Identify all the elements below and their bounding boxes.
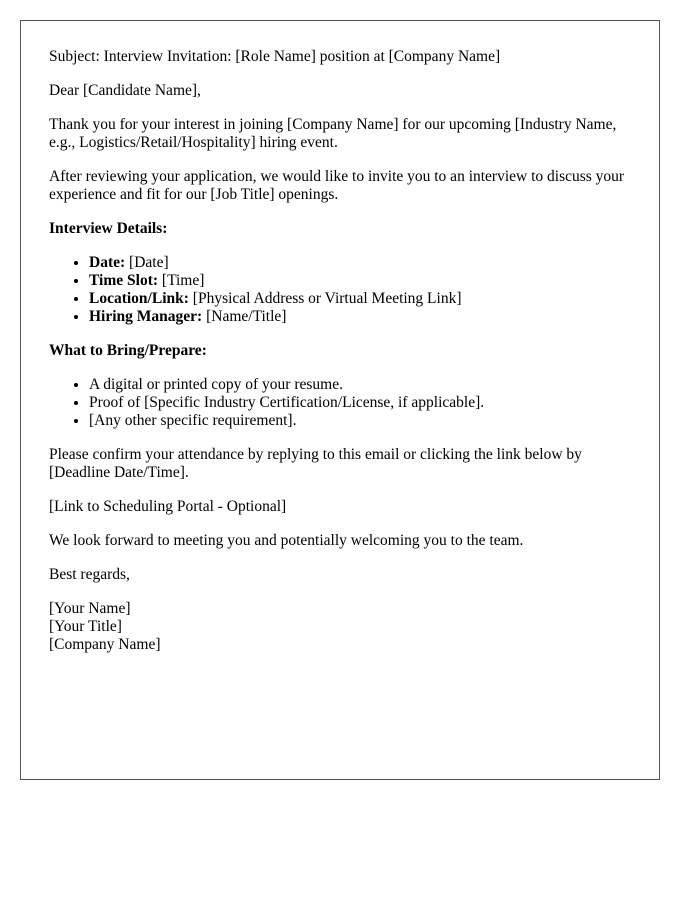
signature-company: [Company Name]	[49, 636, 161, 653]
detail-item-hiring-manager	[89, 308, 631, 326]
interview-details-heading: Interview Details:	[49, 220, 168, 237]
list-item: • [Any other specific requirement].	[89, 412, 631, 430]
signature-block	[49, 600, 631, 654]
detail-value: [Date]	[125, 254, 169, 271]
detail-item-date	[89, 254, 631, 272]
signature-name: [Your Name]	[49, 600, 131, 617]
signature-title: [Your Title]	[49, 618, 122, 635]
closing-paragraph: We look forward to meeting you and potentially welcoming you to the team.	[49, 532, 524, 549]
prepare-heading: What to Bring/Prepare:	[49, 342, 207, 359]
detail-value: [Name/Title]	[202, 308, 287, 325]
detail-label: Location/Link:	[89, 290, 189, 307]
signoff: Best regards,	[49, 566, 130, 583]
detail-value: [Time]	[158, 272, 205, 289]
detail-item-location	[89, 290, 631, 308]
list-item: • Proof of [Specific Industry Certification/License, if applicable].	[89, 394, 631, 412]
prepare-list	[49, 376, 631, 430]
list-item: • A digital or printed copy of your resume.	[89, 376, 631, 394]
email-document	[20, 20, 660, 780]
interview-details-list	[49, 254, 631, 326]
invite-paragraph: After reviewing your application, we would like to invite you to an interview to discuss your experience and fit for our [Job Title] openings.	[49, 168, 625, 203]
intro-paragraph: Thank you for your interest in joining [Company Name] for our upcoming [Industry Name, e.g., Logistics/Retail/Hospitality] hiring event.	[49, 116, 617, 151]
scheduling-link[interactable]: [Link to Scheduling Portal - Optional]	[49, 498, 287, 515]
detail-value: [Physical Address or Virtual Meeting Link]	[188, 290, 462, 307]
confirm-paragraph: Please confirm your attendance by replying to this email or clicking the link below by [Deadline Date/Time].	[49, 446, 582, 481]
detail-label: Hiring Manager:	[89, 308, 203, 325]
detail-item-time-slot	[89, 272, 631, 290]
email-greeting: Dear [Candidate Name],	[49, 82, 201, 99]
email-subject: Subject: Interview Invitation: [Role Name] position at [Company Name]	[49, 48, 501, 65]
detail-label: Date:	[89, 254, 126, 271]
detail-label: Time Slot:	[89, 272, 159, 289]
